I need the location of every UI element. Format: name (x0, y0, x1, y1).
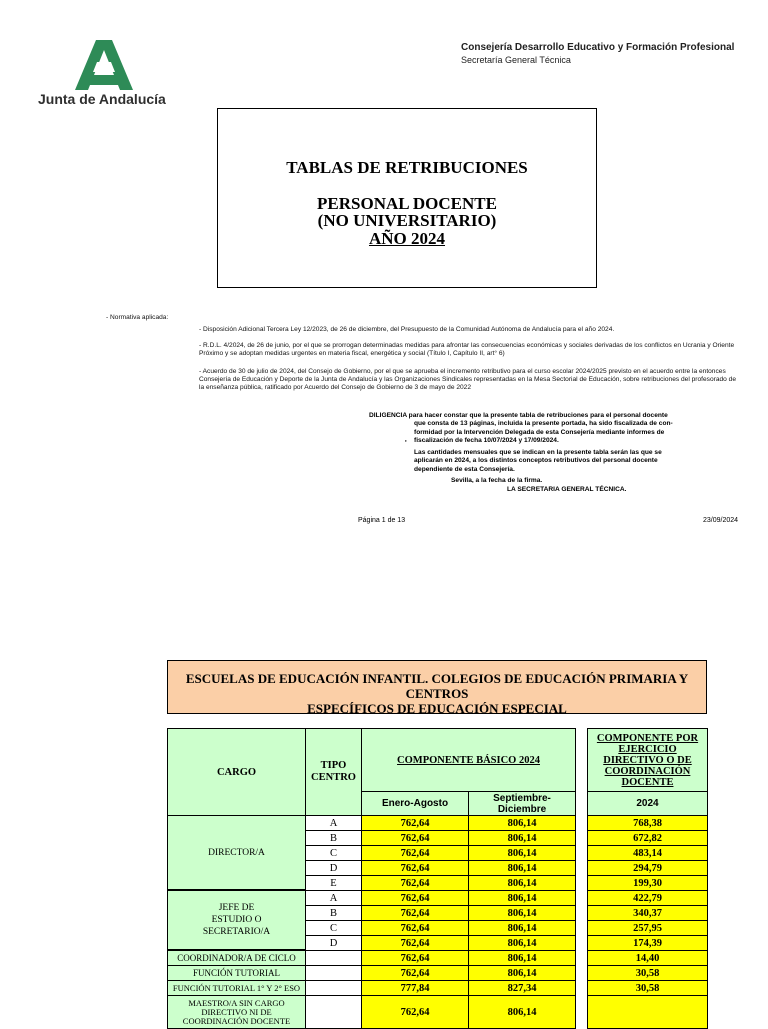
cargo-funcion-tutorial: FUNCIÓN TUTORIAL (167, 965, 306, 981)
normativa-item: - Acuerdo de 30 de julio de 2024, del Consejo de Gobierno, por el que se aprueba el incremento retributivo para el curso escolar 2024/2025 previsto en el acuerdo entre la entonces Consejería de Educación y Deporte de la Junta de Andalucía y las Organizaciones Sindicales representadas en la Mesa Sectorial de Educación, sobre retribuciones del profesorado de la enseñanza pública, ratificado por Acuerdo del Consejo de Gobierno de 3 de mayo de 2022 (199, 368, 736, 391)
header-septiembre-diciembre: Septiembre-Diciembre (468, 791, 576, 816)
header-componente-basico-text: COMPONENTE BÁSICO 2024 (397, 754, 540, 766)
diligencia-line: aplicarán en 2024, a los distintos conceptos retributivos del personal docente (414, 457, 658, 465)
sep-cell: 806,14 (468, 845, 576, 861)
diligencia-line: Sevilla, a la fecha de la firma. (451, 477, 543, 484)
junta-logo-mark-icon (75, 40, 133, 90)
title-line-1: TABLAS DE RETRIBUCIONES (286, 158, 528, 177)
tipo-cell: B (305, 905, 362, 921)
sep-cell: 806,14 (468, 815, 576, 831)
normativa-item: - Disposición Adicional Tercera Ley 12/2023, de 26 de diciembre, del Presupuesto de la Comunidad Autónoma de Andalucía para el año 2024. (199, 326, 615, 333)
ene-cell: 762,64 (361, 950, 469, 966)
tipo-cell-empty (305, 950, 362, 966)
comp-cell: 294,79 (587, 860, 708, 876)
cargo-line: ESTUDIO O (211, 915, 262, 925)
diligencia-line: que consta de 13 páginas, incluida la presente portada, ha sido fiscalizada de con- (414, 420, 673, 428)
comp-cell: 768,38 (587, 815, 708, 831)
ene-cell: 762,64 (361, 965, 469, 981)
header-componente-directivo-text: COMPONENTE POR EJERCICIO DIRECTIVO O DE COORDINACIÓN DOCENTE (596, 732, 699, 788)
tipo-cell: E (305, 875, 362, 891)
comp-cell: 30,58 (587, 965, 708, 981)
consejeria-name: Consejería Desarrollo Educativo y Formación Profesional (461, 42, 735, 53)
comp-cell: 340,37 (587, 905, 708, 921)
ene-cell: 762,64 (361, 860, 469, 876)
sep-cell: 806,14 (468, 890, 576, 906)
header-tipo-centro: TIPO CENTRO (305, 728, 362, 816)
page-date: 23/09/2024 (703, 517, 739, 524)
tipo-cell: D (305, 935, 362, 951)
header-cargo: CARGO (167, 728, 306, 816)
cargo-line: DIRECTIVO NI DE (201, 1006, 272, 1017)
tipo-cell: C (305, 920, 362, 936)
normativa-item: - R.D.L. 4/2024, de 26 de junio, por el que se prorrogan determinadas medidas para afrontar las consecuencias económicas y sociales derivadas de los conflictos en Ucrania y Oriente Próximo y se adoptan medidas urgentes en materia fiscal, energética y social (Título I, Capítulo II, art° 6) (199, 342, 735, 357)
title-line-4: AÑO 2024 (368, 229, 446, 248)
cargo-line: JEFE DE (218, 903, 255, 913)
cargo-line: SECRETARIO/A (202, 927, 271, 937)
ene-cell: 777,84 (361, 980, 469, 996)
cargo-line: MAESTRO/A SIN CARGO (188, 997, 285, 1008)
diligencia-line: DILIGENCIA para hacer constar que la presente tabla de retribuciones para el personal docente (369, 412, 668, 419)
comp-cell: 422,79 (587, 890, 708, 906)
ene-cell: 762,64 (361, 815, 469, 831)
sep-cell: 806,14 (468, 965, 576, 981)
tipo-cell: D (305, 860, 362, 876)
cargo-line: COORDINACIÓN DOCENTE (182, 1015, 291, 1026)
diligencia-line: Las cantidades mensuales que se indican en la presente tabla serán las que se (414, 449, 662, 456)
tipo-cell: A (305, 815, 362, 831)
sep-cell: 806,14 (468, 950, 576, 966)
ene-cell: 762,64 (361, 890, 469, 906)
secretaria-name: Secretaría General Técnica (461, 55, 571, 65)
tipo-cell-empty (305, 965, 362, 981)
diligencia-line: LA SECRETARIA GENERAL TÉCNICA. (507, 486, 627, 493)
diligencia-line: dependiente de esta Consejería. (414, 465, 515, 473)
junta-andalucia-logo (28, 32, 180, 108)
ene-cell: 762,64 (361, 845, 469, 861)
title-line-3: (NO UNIVERSITARIO) (317, 211, 497, 230)
header-componente-directivo (587, 728, 708, 792)
ene-cell: 762,64 (361, 830, 469, 846)
ene-cell: 762,64 (361, 995, 469, 1029)
section-title (167, 660, 707, 714)
header-enero-agosto: Enero-Agosto (361, 791, 469, 816)
sep-cell: 806,14 (468, 920, 576, 936)
sep-cell: 806,14 (468, 860, 576, 876)
comp-cell: 483,14 (587, 845, 708, 861)
sep-cell: 806,14 (468, 875, 576, 891)
consejeria-header (461, 42, 734, 66)
sep-cell: 806,14 (468, 995, 576, 1029)
comp-cell: 174,39 (587, 935, 708, 951)
title-box (217, 108, 597, 288)
header-year: 2024 (587, 791, 708, 816)
page-number: Página 1 de 13 (358, 517, 406, 524)
diligencia-mark: ' (405, 440, 407, 447)
ene-cell: 762,64 (361, 920, 469, 936)
ene-cell: 762,64 (361, 905, 469, 921)
comp-cell: 672,82 (587, 830, 708, 846)
comp-cell: 257,95 (587, 920, 708, 936)
cargo-director: DIRECTOR/A (167, 815, 306, 890)
tipo-cell: C (305, 845, 362, 861)
diligencia-line: fiscalización de fecha 10/07/2024 y 17/09/2024. (414, 436, 559, 444)
comp-cell: 30,58 (587, 980, 708, 996)
tipo-cell-empty (305, 980, 362, 996)
section-title-line-2: ESPECÍFICOS DE EDUCACIÓN ESPECIAL (307, 701, 567, 716)
section-title-line-1: ESCUELAS DE EDUCACIÓN INFANTIL. COLEGIOS DE EDUCACIÓN PRIMARIA Y CENTROS (185, 671, 689, 701)
logo-text: Junta de Andalucía (38, 91, 166, 107)
cargo-coordinador-ciclo: COORDINADOR/A DE CICLO (167, 950, 306, 966)
diligencia-line: formidad por la Intervención Delegada de esta Consejería mediante informes de (414, 428, 665, 436)
tipo-cell: A (305, 890, 362, 906)
sep-cell: 806,14 (468, 905, 576, 921)
tipo-cell: B (305, 830, 362, 846)
cargo-jefe-estudio-secretario (167, 890, 306, 950)
comp-cell: 14,40 (587, 950, 708, 966)
normativa-label: - Normativa aplicada: (106, 314, 169, 321)
ene-cell: 762,64 (361, 935, 469, 951)
header-componente-basico (361, 728, 576, 792)
title-line-2: PERSONAL DOCENTE (317, 194, 497, 213)
sep-cell: 827,34 (468, 980, 576, 996)
sep-cell: 806,14 (468, 935, 576, 951)
ene-cell: 762,64 (361, 875, 469, 891)
comp-cell: 199,30 (587, 875, 708, 891)
cargo-funcion-tutorial-eso: FUNCIÓN TUTORIAL 1° Y 2° ESO (167, 980, 306, 996)
sep-cell: 806,14 (468, 830, 576, 846)
